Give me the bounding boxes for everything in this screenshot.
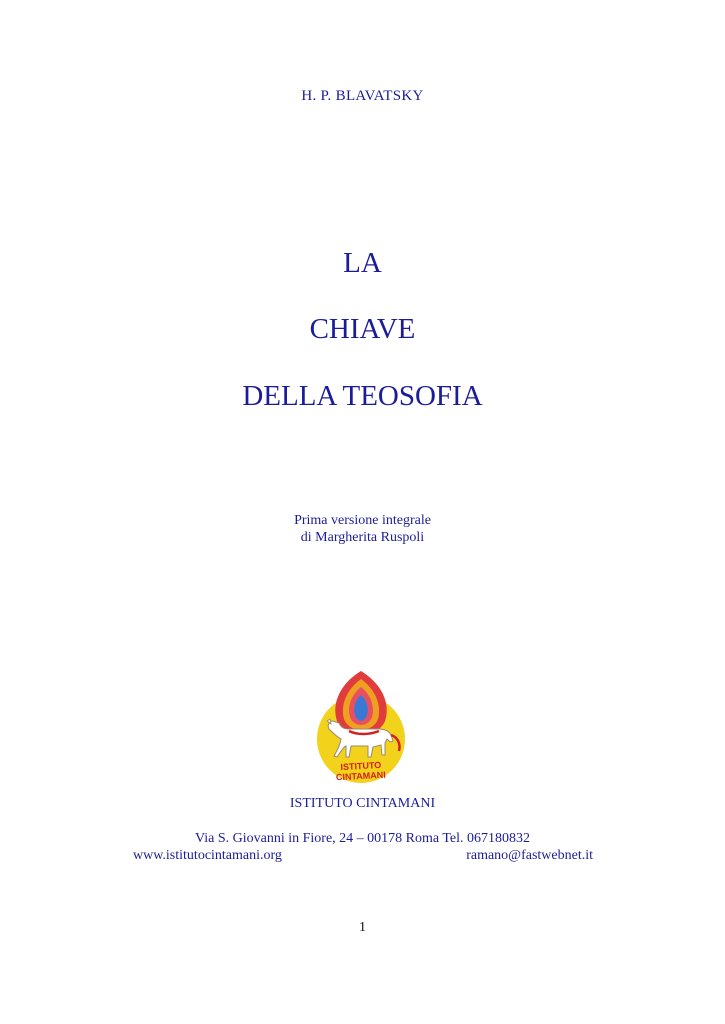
page-number: 1	[359, 920, 366, 935]
title-line-3: DELLA TEOSOFIA	[242, 380, 483, 412]
cintamani-logo-image	[313, 669, 409, 785]
logo-text-line-2: CINTAMANI	[335, 769, 386, 783]
translation-line-1: Prima versione integrale	[294, 513, 431, 528]
website-link[interactable]: www.istitutocintamani.org	[133, 848, 282, 863]
publisher-address: Via S. Giovanni in Fiore, 24 – 00178 Roma Tel. 067180832	[194, 831, 531, 846]
email-link[interactable]: ramano@fastwebnet.it	[466, 848, 593, 863]
title-line-2: CHIAVE	[309, 313, 416, 345]
logo-text-line-1: ISTITUTO	[340, 759, 382, 773]
title-line-1: LA	[343, 247, 382, 279]
author-name: H. P. BLAVATSKY	[301, 88, 424, 104]
publisher-logo	[313, 669, 409, 785]
publisher-name: ISTITUTO CINTAMANI	[289, 796, 436, 811]
translation-line-2: di Margherita Ruspoli	[300, 530, 425, 545]
